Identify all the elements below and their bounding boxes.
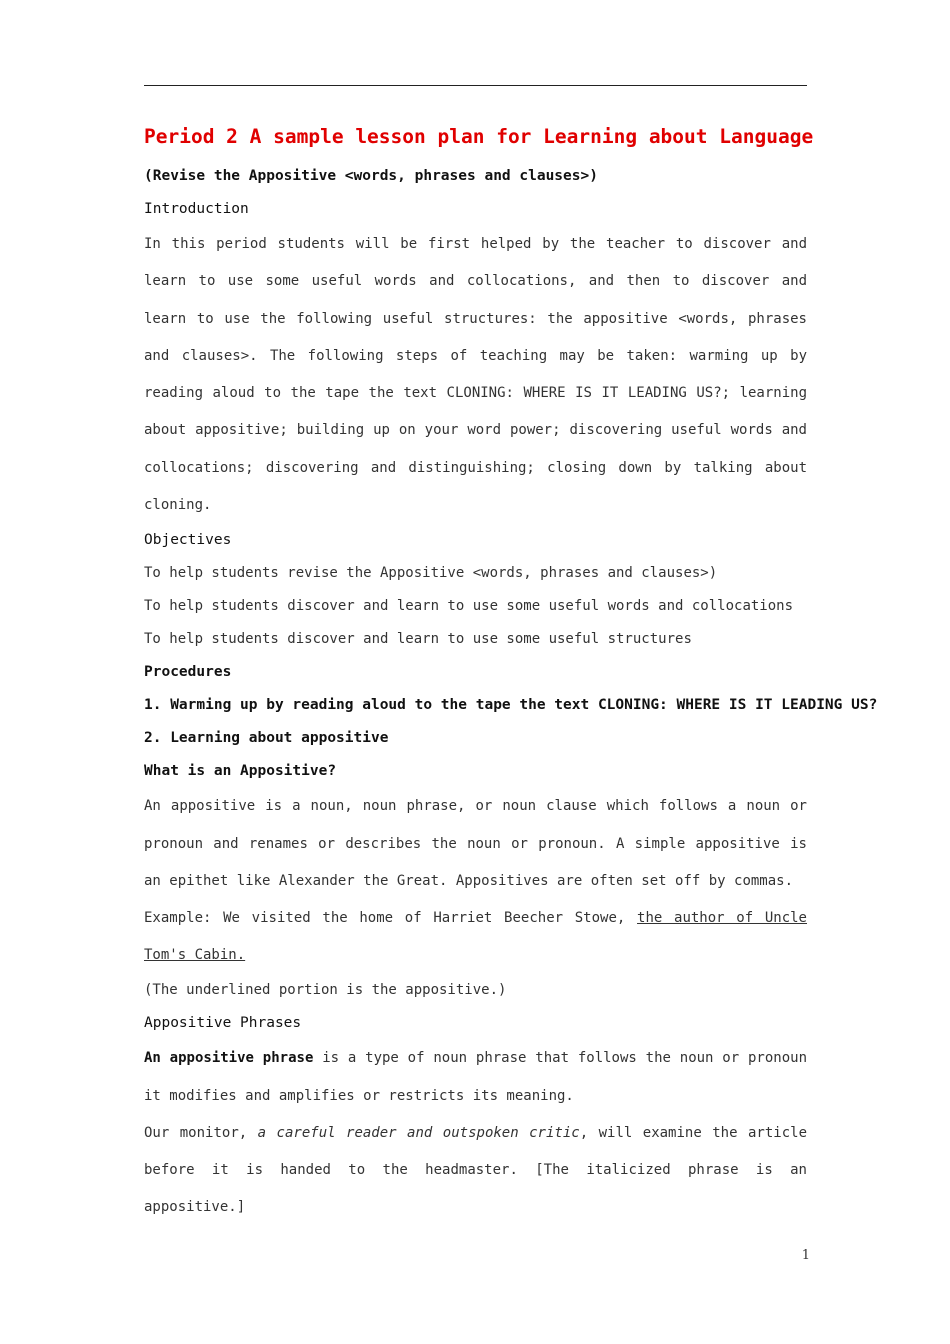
introduction-text: In this period students will be first helped by the teacher to discover and learn to use some useful words and collocations, and then to discover and learn to use the following useful structures: the appositive <words, phrases and clauses>. The following steps of teaching may be taken: warming up by reading aloud to the tape the text CLONING: WHERE IS IT LEADING US?; learning about appositive; building up on your word power; discovering useful words and collocations; discovering and distinguishing; closing down by talking about cloning. — [144, 236, 807, 514]
objective-item: To help students discover and learn to use some useful words and collocations — [144, 598, 794, 615]
phrase-definition-rest: is a type of noun phrase that follows the noun or pronoun it modifies and amplifies or restricts its meaning. — [144, 1050, 807, 1104]
page-number: 1 — [801, 1248, 810, 1263]
phrase-example-prefix: Our monitor, — [144, 1124, 258, 1141]
appositive-phrases-heading: Appositive Phrases — [144, 1015, 302, 1032]
introduction-heading: Introduction — [144, 201, 249, 217]
objective-item: To help students discover and learn to use some useful structures — [144, 631, 692, 648]
objective-item: To help students revise the Appositive <words, phrases and clauses>) — [144, 565, 718, 582]
page-title: Period 2 A sample lesson plan for Learning about Language — [144, 125, 814, 148]
document-body — [144, 120, 878, 1227]
procedure-step-2: 2. Learning about appositive — [144, 730, 389, 747]
subtitle: (Revise the Appositive <words, phrases and clauses>) — [144, 168, 598, 184]
header-rule — [144, 85, 807, 86]
phrase-example-italic: a careful reader and outspoken critic — [257, 1124, 580, 1141]
procedure-step-1: 1. Warming up by reading aloud to the tape the text CLONING: WHERE IS IT LEADING US? — [144, 697, 878, 714]
appositive-phrase-example — [144, 1115, 807, 1227]
phrase-term: An appositive phrase — [144, 1050, 314, 1067]
appositive-definition: An appositive is a noun, noun phrase, or noun clause which follows a noun or pronoun and renames or describes the noun or pronoun. A simple appositive is an epithet like Alexander the Great. Appositives are often set off by commas. — [144, 798, 807, 889]
example-prefix: Example: We visited the home of Harriet Beecher Stowe, — [144, 910, 638, 927]
example-underlined: the author of Uncle Tom's Cabin. — [144, 910, 807, 964]
objectives-heading: Objectives — [144, 532, 232, 549]
phrase-example-rest: , will examine the article before it is handed to the headmaster. [The italicized phrase is an appositive.] — [144, 1124, 807, 1216]
appositive-example — [144, 900, 807, 974]
appositive-note: (The underlined portion is the appositive.) — [144, 982, 507, 999]
appositive-phrase-definition — [144, 1040, 807, 1115]
what-is-appositive-heading: What is an Appositive? — [144, 763, 337, 780]
procedures-heading: Procedures — [144, 664, 232, 681]
